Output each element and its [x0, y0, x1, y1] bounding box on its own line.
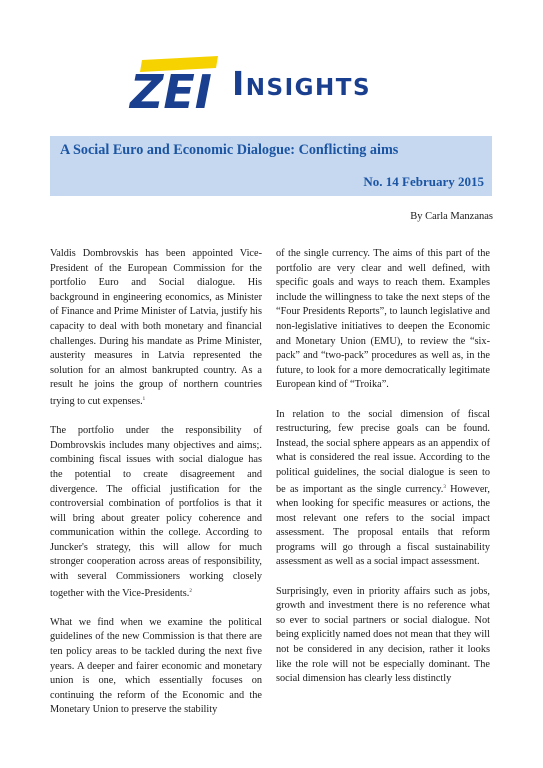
- paragraph: Surprisingly, even in priority affairs such as jobs, growth and investment there is no reference what so ever to social partners or social dialogue. Not being explicitly named does not mean that they will not be considered in any decision, rather it looks like the role will not be especially dominant. The social dimension has clearly less distinctly: [276, 585, 490, 685]
- author-byline: By Carla Manzanas: [410, 211, 493, 222]
- right-column: [276, 247, 490, 701]
- title-banner: [50, 136, 492, 196]
- paragraph: Valdis Dombrovskis has been appointed Vice-President of the European Commission for the portfolio Euro and Social dialogue. His background in engineering economics, as Minister of Finance and Prime Minister of Latvia, justify his capacity to deal with both monetary and financial challenges. During his mandate as Prime Minister, austerity measures in Latvia represented the solution for an almost bankrupted country. As a result he joins the group of northern countries trying to cut expenses.$^1$: [50, 248, 262, 407]
- series-name: Insights: [232, 64, 372, 103]
- zei-insights-logo: [128, 52, 428, 112]
- paragraph: of the single currency. The aims of this part of the portfolio are very clear and well defined, with specific goals and ways to reach them. Examples include the willingness to take the next steps of the “Four Presidents Reports”, to launch legislative and non-legislative initiatives to deepen the Economic and Monetary Union (EMU), to review the “six-pack” and “two-pack” procedures as well as, in the future, to look for a more democratically legitimate European kind of “Troika”.: [276, 248, 490, 391]
- footnote-marker: 1: [142, 396, 146, 402]
- logo-text: ZEI: [130, 65, 212, 112]
- paragraph: The portfolio under the responsibility of Dombrovskis includes many objectives and aims;. combining fiscal issues with social dialogue has the potential to create disagreement and divergence. The official justification for the controversial combination of portfolios is that it will bring about greater policy coherence and communication within the college. According to Juncker's strategy, this will allow for much stronger cooperation across areas of responsibility, with several Commissioners working closely together with the Vice-Presidents.$^2$: [50, 425, 262, 599]
- paragraph: What we find when we examine the political guidelines of the new Commission is that there are ten policy areas to be tackled during the next five years. A deeper and fairer economic and monetary union is one, which essentially focuses on continuing the reform of the Economic and the Monetary Union to preserve the stability: [50, 616, 262, 716]
- footnote-marker: 2: [189, 588, 192, 594]
- article-title: A Social Euro and Economic Dialogue: Conflicting aims: [60, 142, 399, 158]
- paragraph: In relation to the social dimension of fiscal restructuring, few precise goals can be found. Instead, the social sphere appears as an appendix of what is considered the real issue. According to the political guidelines, the social dialogue is seen to be as important as the single currency.$^3$ However, when looking for specific measures or actions, the most relevant one refers to the social impact assessment. The proposal entails that reform programs will go through a fiscal sustainability assessment as well as a social impact assessment.: [276, 408, 491, 568]
- zei-logo-mark: [128, 52, 232, 112]
- footnote-marker: 3: [443, 484, 446, 490]
- issue-number: No. 14 February 2015: [363, 174, 484, 189]
- left-column: [50, 247, 262, 733]
